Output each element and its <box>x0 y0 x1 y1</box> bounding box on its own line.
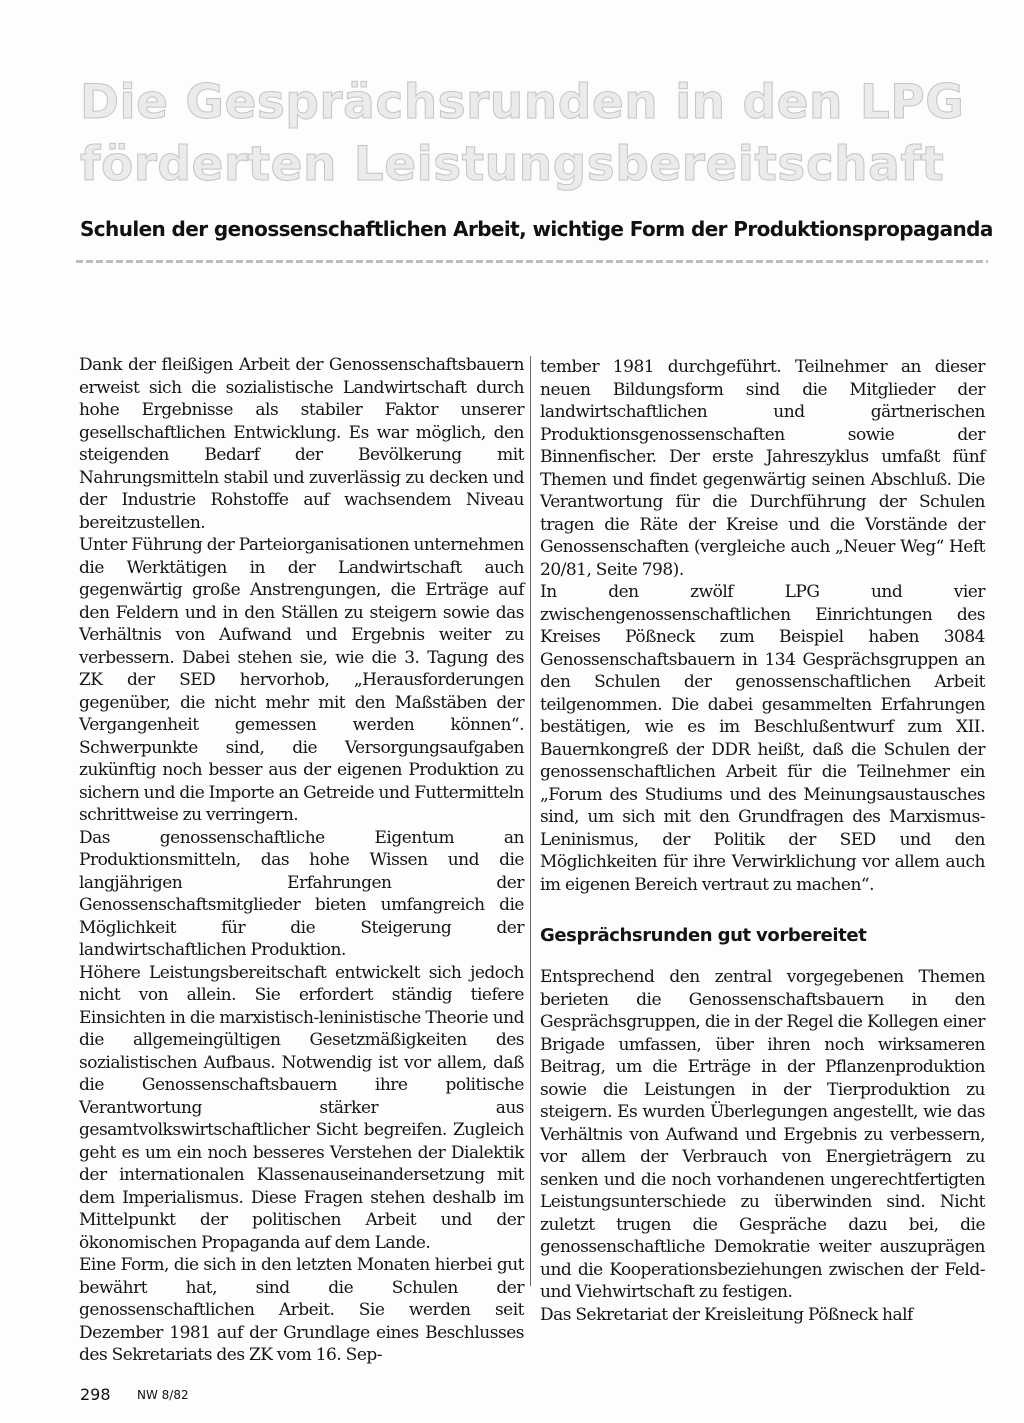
article-headline <box>80 72 965 196</box>
right-paragraph-1: tember 1981 durchgeführt. Teilnehmer an dieser neuen Bildungsform sind die Mitglieder der landwirtschaftlichen und gärtnerischen Produktionsgenossenschaften sowie der Binnenfischer. Der erste Jahreszyklus umfaßt fünf Themen und findet gegenwärtig seinen Abschluß. Die Verantwortung für die Durchführung der Schulen tragen die Räte der Kreise und die Vorstände der Genossenschaften (vergleiche auch „Neuer Weg“ Heft 20/81, Seite 798). <box>540 357 985 580</box>
left-paragraph-5: Eine Form, die sich in den letzten Monaten hierbei gut bewährt hat, sind die Schulen der genossenschaftlichen Arbeit. Sie werden seit Dezember 1981 auf der Grundlage eines Beschlusses des Sekretariats des ZK vom 16. Sep- <box>79 1255 524 1365</box>
headline-line-1: Die Gesprächsrunden in den LPG <box>80 75 965 130</box>
subtitle-divider <box>76 260 988 263</box>
right-paragraph-2: In den zwölf LPG und vier zwischengenossenschaftlichen Einrichtungen des Kreises Pößneck zum Beispiel haben 3084 Genossenschaftsbauern in 134 Gesprächsgruppen an den Schulen der genossenschaftlichen Arbeit teilgenommen. Die dabei gesammelten Erfahrungen bestätigen, wie es im Beschlußentwurf zum XII. Bauernkongreß der DDR heißt, daß die Schulen der genossenschaftlichen Arbeit für die Teilnehmer ein „Forum des Studiums und des Meinungsaustausches sind, um sich mit den Grundfragen des Marxismus-Leninismus, der Politik der SED und den Möglichkeiten für ihre Verwirklichung vor allem auch im eigenen Bereich vertraut zu machen“. <box>540 582 985 895</box>
article-subtitle: Schulen der genossenschaftlichen Arbeit, wichtige Form der Produktionspropaganda <box>80 217 993 241</box>
section-paragraph-1: Entsprechend den zentral vorgegebenen Themen berieten die Genossenschaftsbauern in den Gesprächsgruppen, die in der Regel die Kollegen einer Brigade umfassen, über ihren noch wirksameren Beitrag, um die Erträge in der Pflanzenproduktion sowie die Leistungen in der Tierproduktion zu steigern. Es wurden Überlegungen angestellt, wie das Verhältnis von Aufwand und Ergebnis zu verbessern, vor allem der Verbrauch von Energieträgern zu senken und die noch vorhandenen ungerechtfertigten Leistungsunterschiede zu überwinden sind. Nicht zuletzt trugen die Gespräche dazu bei, die genossenschaftliche Demokratie weiter auszuprägen und die Kooperationsbeziehungen zwischen der Feld- und Viehwirtschaft zu festigen. <box>540 967 985 1302</box>
left-column <box>79 354 524 1367</box>
headline-line-2: förderten Leistungsbereitschaft <box>80 137 945 192</box>
section-heading: Gesprächsrunden gut vorbereitet <box>540 925 867 946</box>
page-number: 298 <box>80 1385 111 1404</box>
right-column <box>540 356 985 1326</box>
column-divider <box>530 356 531 1286</box>
section-paragraph-2: Das Sekretariat der Kreisleitung Pößneck half <box>540 1304 913 1325</box>
left-paragraph-3: Das genossenschaftliche Eigentum an Produktionsmitteln, das hohe Wissen und die langjährigen Erfahrungen der Genossenschaftsmitglieder bieten umfangreich die Möglichkeit für die Steigerung der landwirtschaftlichen Produktion. <box>79 827 524 960</box>
left-paragraph-1: Dank der fleißigen Arbeit der Genossenschaftsbauern erweist sich die sozialistische Landwirtschaft durch hohe Ergebnisse als stabiler Faktor unserer gesellschaftlichen Entwicklung. Es war möglich, den steigenden Bedarf der Bevölkerung mit Nahrungsmitteln stabil und zuverlässig zu decken und der Industrie Rohstoffe auf wachsendem Niveau bereitzustellen. <box>79 355 524 533</box>
issue-label: NW 8/82 <box>137 1388 189 1402</box>
left-paragraph-4: Höhere Leistungsbereitschaft entwickelt sich jedoch nicht von allein. Sie erfordert ständig tiefere Einsichten in die marxistisch-leninistische Theorie und die allgemeingültigen Gesetzmäßigkeiten des sozialistischen Aufbaus. Notwendig ist vor allem, daß die Genossenschaftsbauern ihre politische Verantwortung stärker aus gesamtvolkswirtschaftlicher Sicht begreifen. Zugleich geht es um ein noch besseres Verstehen der Dialektik der internationalen Klassenauseinandersetzung mit dem Imperialismus. Diese Fragen stehen deshalb im Mittelpunkt der politischen Arbeit und der ökonomischen Propaganda auf dem Lande. <box>79 962 524 1253</box>
left-paragraph-2: Unter Führung der Parteiorganisationen unternehmen die Werktätigen in der Landwirtschaft auch gegenwärtig große Anstrengungen, die Erträge auf den Feldern und in den Ställen zu steigern sowie das Verhältnis von Aufwand und Ergebnis weiter zu verbessern. Dabei stehen sie, wie die 3. Tagung des ZK der SED hervorhob, „Herausforderungen gegenüber, die nicht mehr mit den Maßstäben der Vergangenheit gemessen werden können“. Schwerpunkte sind, die Versorgungsaufgaben zukünftig noch besser aus der eigenen Produktion zu sichern und die Importe an Getreide und Futtermitteln schrittweise zu verringern. <box>79 535 524 825</box>
